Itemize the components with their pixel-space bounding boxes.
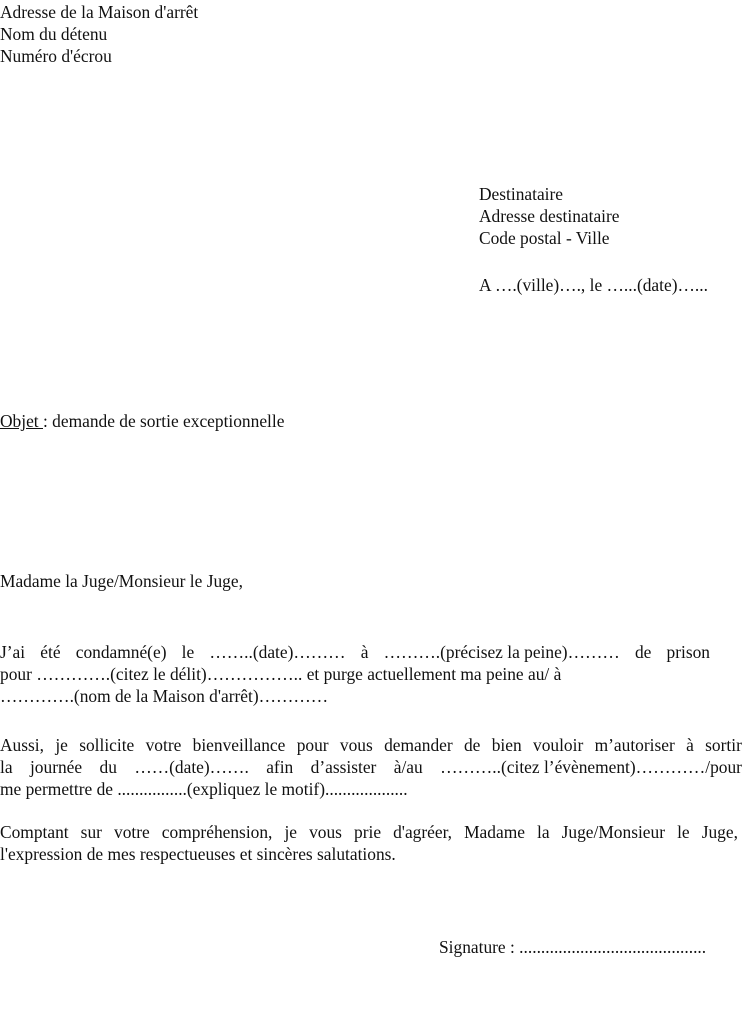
signature-line: Signature : ........................................... [439,937,707,957]
word: à [686,735,694,755]
word: de [634,642,652,662]
word: je [284,822,298,842]
recipient-address-block [479,183,620,249]
word: je [55,735,68,755]
word: prison [666,642,710,662]
sender-prison-address: Adresse de la Maison d'arrêt [0,2,199,22]
word: journée [29,757,83,777]
paragraph-line [0,756,742,778]
word: prie [354,822,382,842]
word: sortir [705,735,742,755]
word: à/au [393,757,423,777]
paragraph-closing [0,821,738,865]
paragraph-line [0,734,742,756]
word: afin [266,757,294,777]
paragraph-line: l'expression de mes respectueuses et sincères salutations. [0,844,396,864]
recipient-address: Adresse destinataire [479,206,620,226]
word: pour [296,735,329,755]
salutation: Madame la Juge/Monsieur le Juge, [0,571,243,591]
subject-label: Objet [0,411,43,431]
word: Madame [464,822,525,842]
word: vous [309,822,342,842]
word: la [537,822,550,842]
word: ……….(précisez la peine)……… [383,642,620,662]
word: m’autoriser [594,735,675,755]
subject-line [0,410,284,432]
word: sollicite [79,735,135,755]
word: sur [80,822,102,842]
word: Juge, [701,822,738,842]
word: bienveillance [192,735,286,755]
word: à [360,642,369,662]
paragraph-request [0,734,742,800]
word: d’assister [310,757,377,777]
recipient-postal-city: Code postal - Ville [479,228,610,248]
sender-address-block [0,1,198,67]
paragraph-line [0,821,738,843]
word: le [677,822,690,842]
word: été [40,642,61,662]
paragraph-line: pour ………….(citez le délit)…………….. et purge actuellement ma peine au/ à [0,664,562,684]
sender-inmate-number: Numéro d'écrou [0,46,112,66]
recipient-name: Destinataire [479,184,564,204]
word: ……(date)……. [134,757,249,777]
word: bien [491,735,522,755]
word: compréhension, [161,822,273,842]
word: J’ai [0,642,26,662]
word: demander [384,735,453,755]
word: vous [339,735,373,755]
word: Aussi, [0,735,44,755]
word: Juge/Monsieur [561,822,665,842]
word: la [0,757,13,777]
word: d'agréer, [393,822,453,842]
word: vouloir [533,735,584,755]
paragraph-line [0,641,710,663]
paragraph-line: ………….(nom de la Maison d'arrêt)………… [0,686,329,706]
word: condamné(e) [75,642,167,662]
word: votre [145,735,182,755]
subject-text: : demande de sortie exceptionnelle [42,411,285,431]
word: ………..(citez l’évènement)…………/pour [440,757,742,777]
word: de [463,735,481,755]
word: du [99,757,117,777]
paragraph-line: me permettre de ................(expliquez le motif)................... [0,779,408,799]
paragraph-conviction [0,641,710,707]
word: votre [114,822,150,842]
word: Comptant [0,822,69,842]
sender-inmate-name: Nom du détenu [0,24,108,44]
place-and-date: A ….(ville)…., le …...(date)…... [479,275,708,295]
word: ……..(date)……… [209,642,346,662]
word: le [181,642,195,662]
